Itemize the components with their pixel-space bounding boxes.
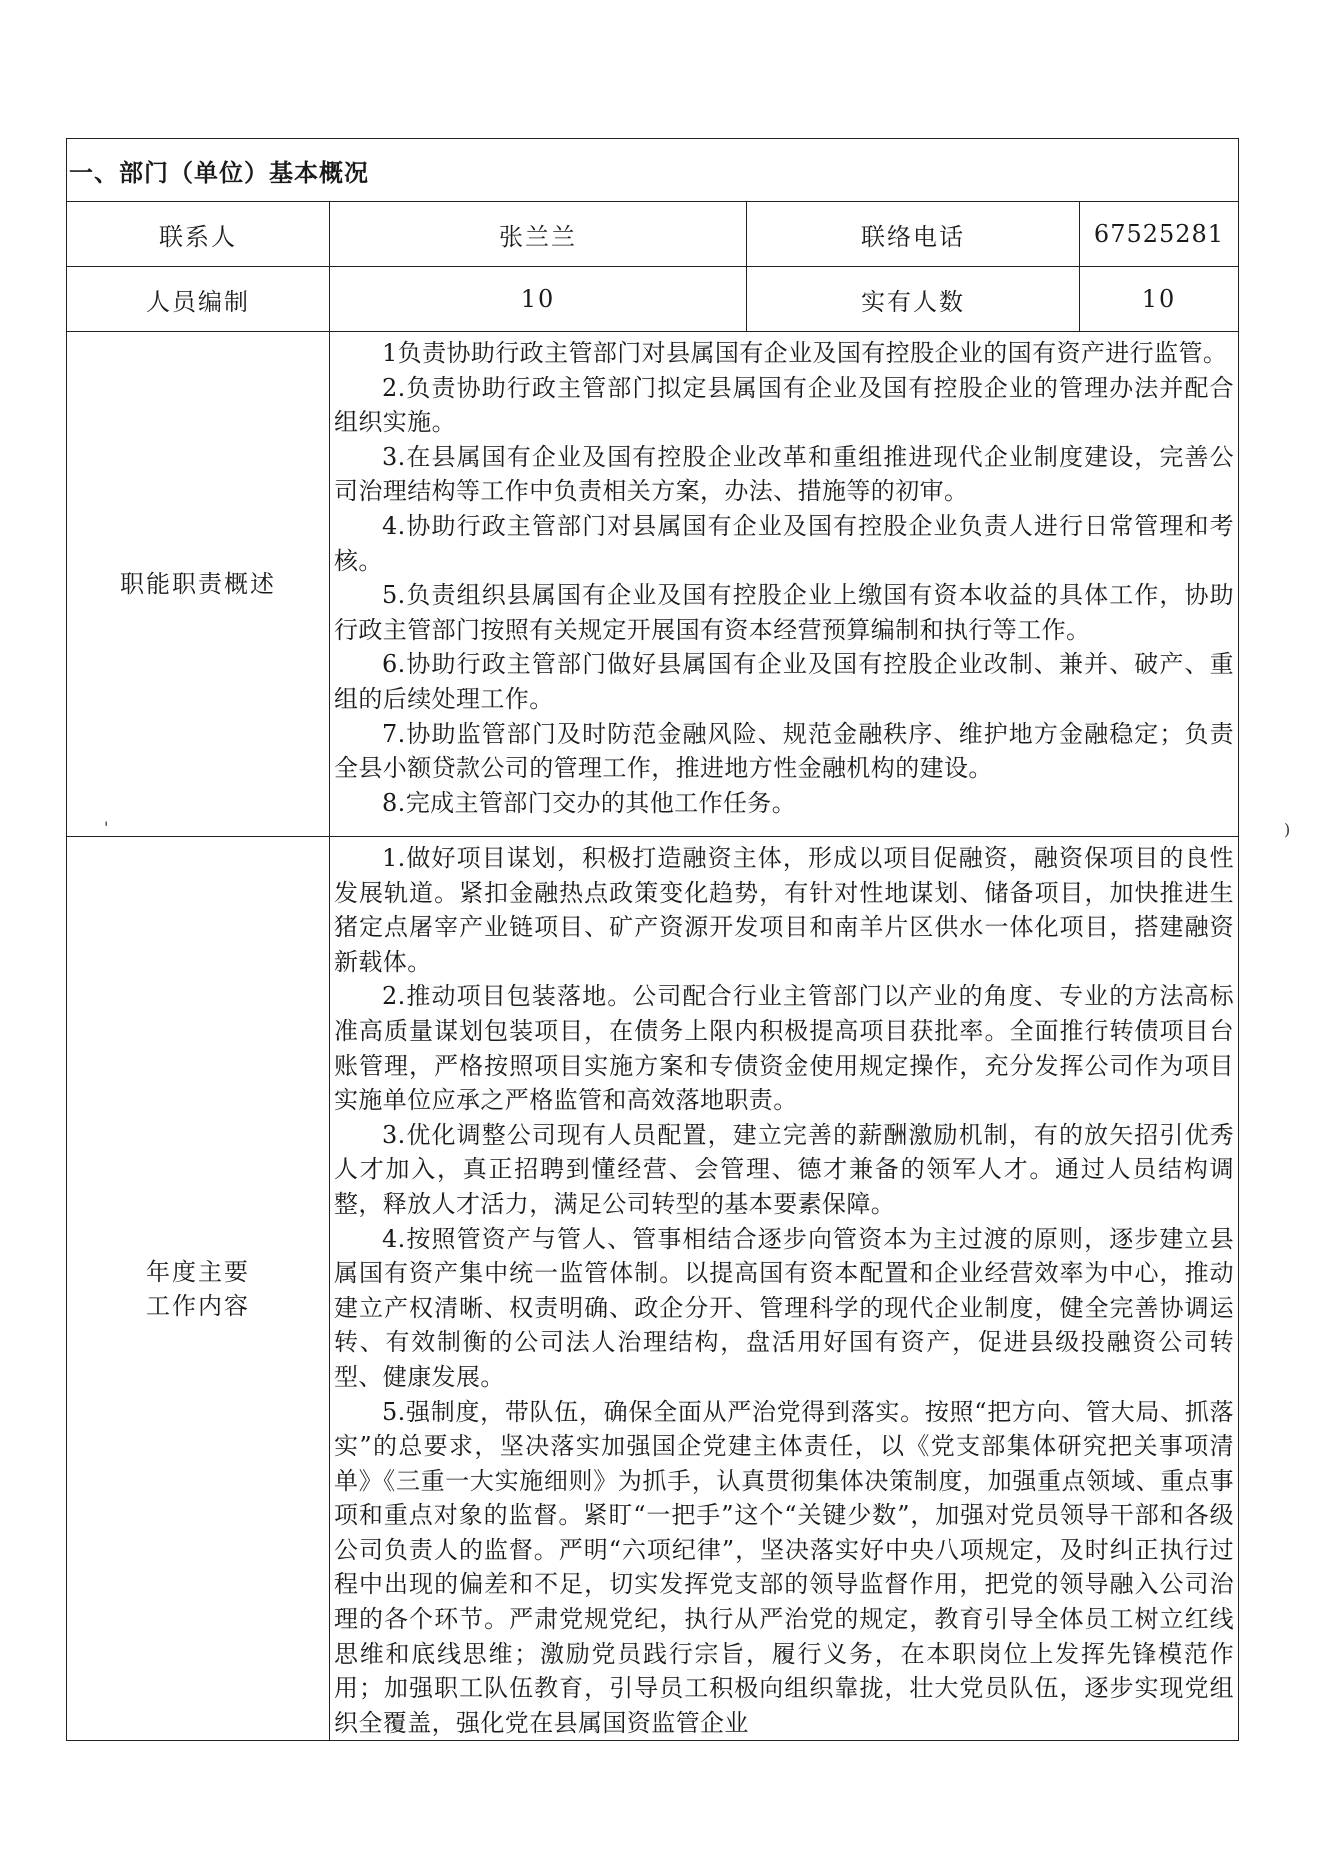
work-label [67,837,330,1741]
work-label-line1: 年度主要 [146,1257,250,1286]
work-item: 5.强制度，带队伍，确保全面从严治党得到落实。按照“把方向、管大局、抓落实”的总要求，坚决落实加强国企党建主体责任，以《党支部集体研究把关事项清单》《三重一大实施细则》为抓手，认真贯彻集体决策制度，加强重点领域、重点事项和重点对象的监督。紧盯“一把手”这个“关键少数”，加强对党员领导干部和各级公司负责人的监督。严明“六项纪律”，坚决落实好中央八项规定，及时纠正执行过程中出现的偏差和不足，切实发挥党支部的领导监督作用，把党的领导融入公司治理的各个环节。严肃党规党纪，执行从严治党的规定，教育引导全体员工树立红线思维和底线思维；激励党员践行宗旨，履行义务，在本职岗位上发挥先锋模范作用；加强职工队伍教育，引导员工积极向组织靠拢，壮大党员队伍，逐步实现党组织全覆盖，强化党在县属国资监管企业 [334,1397,1234,1737]
duty-item: 5.负责组织县属国有企业及国有控股企业上缴国有资本收益的具体工作，协助行政主管部门按照有关规定开展国有资本经营预算编制和执行等工作。 [334,581,1234,644]
duties-label: 职能职责概述 [67,332,330,837]
actual-staff-label: 实有人数 [747,267,1080,332]
duty-item: 2.负责协助行政主管部门拟定县属国有企业及国有控股企业的管理办法并配合组织实施。 [334,373,1234,437]
work-content [330,837,1239,1741]
scan-mark-left: ' [104,818,109,837]
section-title: 一、部门（单位）基本概况 [67,139,1239,202]
duty-item: 8.完成主管部门交办的其他工作任务。 [382,788,797,817]
scan-mark-right: ) [1284,820,1291,839]
contact-row [67,202,1239,267]
work-label-line2: 工作内容 [146,1291,250,1320]
contact-value: 张兰兰 [330,202,747,267]
staff-quota-value: 10 [330,267,747,332]
duty-item: 7.协助监管部门及时防范金融风险、规范金融秩序、维护地方金融稳定；负责全县小额贷款公司的管理工作，推进地方性金融机构的建设。 [334,719,1234,783]
duty-item: 6.协助行政主管部门做好县属国有企业及国有控股企业改制、兼并、破产、重组的后续处理工作。 [334,650,1234,713]
overview-table [66,138,1239,1741]
staff-row [67,267,1239,332]
work-item: 4.按照管资产与管人、管事相结合逐步向管资本为主过渡的原则，逐步建立县属国有资产集中统一监管体制。以提高国有资本配置和企业经营效率为中心，推动建立产权清晰、权责明确、政企分开、管理科学的现代企业制度，健全完善协调运转、有效制衡的公司法人治理结构，盘活用好国有资产，促进县级投融资公司转型、健康发展。 [334,1224,1234,1391]
duty-item: 1负责协助行政主管部门对县属国有企业及国有控股企业的国有资产进行监管。 [382,339,1228,367]
work-item: 2.推动项目包装落地。公司配合行业主管部门以产业的角度、专业的方法高标准高质量谋划包装项目，在债务上限内积极提高项目获批率。全面推行转债项目台账管理，严格按照项目实施方案和专债资金使用规定操作，充分发挥公司作为项目实施单位应承之严格监管和高效落地职责。 [334,982,1234,1115]
work-item: 1.做好项目谋划，积极打造融资主体，形成以项目促融资，融资保项目的良性发展轨道。紧扣金融热点政策变化趋势，有针对性地谋划、储备项目，加快推进生猪定点屠宰产业链项目、矿产资源开发项目和南羊片区供水一体化项目，搭建融资新载体。 [334,844,1234,976]
duties-row [67,332,1239,837]
duty-item: 3.在县属国有企业及国有控股企业改革和重组推进现代企业制度建设，完善公司治理结构等工作中负责相关方案，办法、措施等的初审。 [334,442,1234,506]
work-item: 3.优化调整公司现有人员配置，建立完善的薪酬激励机制，有的放矢招引优秀人才加入，真正招聘到懂经营、会管理、德才兼备的领军人才。通过人员结构调整，释放人才活力，满足公司转型的基本要素保障。 [334,1120,1234,1218]
duty-item: 4.协助行政主管部门对县属国有企业及国有控股企业负责人进行日常管理和考核。 [334,511,1234,575]
phone-value: 67525281 [1080,202,1239,267]
actual-staff-value: 10 [1080,267,1239,332]
work-row [67,837,1239,1741]
phone-label: 联络电话 [747,202,1080,267]
staff-quota-label: 人员编制 [67,267,330,332]
duties-content [330,332,1239,837]
contact-label: 联系人 [67,202,330,267]
